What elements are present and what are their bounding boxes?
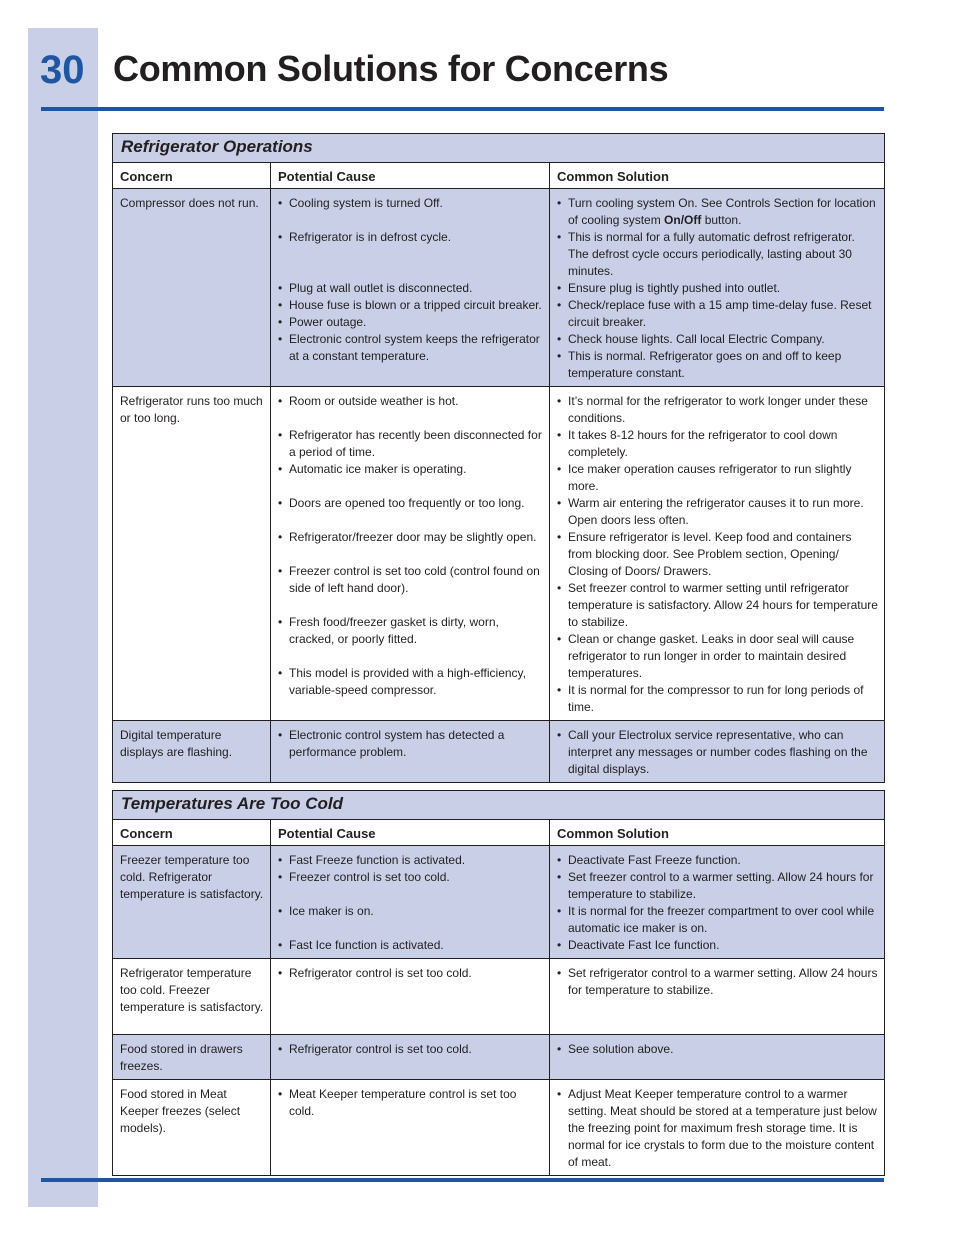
cause-item: • Fast Ice function is activated. <box>277 937 543 954</box>
cause-cell <box>271 189 550 387</box>
solution-item: • Deactivate Fast Ice function. <box>556 937 878 954</box>
cause-item: • Freezer control is set too cold. <box>277 869 543 886</box>
temperatures-too-cold-table <box>112 790 885 1176</box>
cause-item: • Fresh food/freezer gasket is dirty, worn, cracked, or poorly fitted. <box>277 614 543 648</box>
solution-item: • Set freezer control to warmer setting until refrigerator temperature is satisfactory. Allow 24 hours for temperature to stabilize. <box>556 580 878 631</box>
solution-item: • Set refrigerator control to a warmer setting. Allow 24 hours for temperature to stabilize. <box>556 965 878 999</box>
solution-item: • Set freezer control to a warmer setting. Allow 24 hours for temperature to stabilize. <box>556 869 878 903</box>
solution-cell <box>550 721 885 783</box>
concern-cell: Food stored in Meat Keeper freezes (select models). <box>113 1080 271 1176</box>
solution-item: • Check/replace fuse with a 15 amp time-delay fuse. Reset circuit breaker. <box>556 297 878 331</box>
cause-item: • Refrigerator control is set too cold. <box>277 1041 543 1058</box>
cause-item: • House fuse is blown or a tripped circuit breaker. <box>277 297 543 314</box>
concern-cell: Digital temperature displays are flashing. <box>113 721 271 783</box>
cause-item: • Refrigerator control is set too cold. <box>277 965 543 982</box>
cause-cell <box>271 387 550 721</box>
concern-cell: Compressor does not run. <box>113 189 271 387</box>
column-header-concern: Concern <box>113 163 271 189</box>
on-off-label: On/Off <box>664 213 702 227</box>
cause-item: • Cooling system is turned Off. <box>277 195 543 212</box>
cause-item: • Fast Freeze function is activated. <box>277 852 543 869</box>
cause-cell <box>271 1080 550 1176</box>
concern-cell: Refrigerator temperature too cold. Freezer temperature is satisfactory. <box>113 959 271 1035</box>
cause-item: • Plug at wall outlet is disconnected. <box>277 280 543 297</box>
cause-item: • Electronic control system keeps the refrigerator at a constant temperature. <box>277 331 543 365</box>
cause-item: • Doors are opened too frequently or too long. <box>277 495 543 512</box>
solution-item: • See solution above. <box>556 1041 878 1058</box>
column-header-solution: Common Solution <box>550 820 885 846</box>
cause-cell <box>271 721 550 783</box>
refrigerator-operations-table <box>112 133 885 783</box>
table-row <box>113 387 885 721</box>
cause-item: • Meat Keeper temperature control is set too cold. <box>277 1086 543 1120</box>
concern-cell: Refrigerator runs too much or too long. <box>113 387 271 721</box>
solution-item: • Ensure plug is tightly pushed into outlet. <box>556 280 878 297</box>
header-rule <box>41 107 884 111</box>
solution-item: • Ice maker operation causes refrigerator to run slightly more. <box>556 461 878 495</box>
column-header-solution: Common Solution <box>550 163 885 189</box>
cause-item: • Automatic ice maker is operating. <box>277 461 543 478</box>
cause-item: • Refrigerator has recently been disconnected for a period of time. <box>277 427 543 461</box>
solution-cell <box>550 1080 885 1176</box>
solution-item: • Turn cooling system On. See Controls Section for location of cooling system On/Off button. <box>556 195 878 229</box>
solution-item: • Call your Electrolux service representative, who can interpret any messages or number codes flashing on the digital displays. <box>556 727 878 778</box>
solution-item: • It is normal for the freezer compartment to over cool while automatic ice maker is on. <box>556 903 878 937</box>
solution-cell <box>550 959 885 1035</box>
cause-item: • Refrigerator is in defrost cycle. <box>277 229 543 246</box>
cause-cell <box>271 1035 550 1080</box>
solution-item: • It is normal for the compressor to run for long periods of time. <box>556 682 878 716</box>
cause-item: • Electronic control system has detected a performance problem. <box>277 727 543 761</box>
cause-item: • Room or outside weather is hot. <box>277 393 543 410</box>
table-row <box>113 1080 885 1176</box>
cause-item: • Ice maker is on. <box>277 903 543 920</box>
concern-cell: Freezer temperature too cold. Refrigerator temperature is satisfactory. <box>113 846 271 959</box>
column-header-concern: Concern <box>113 820 271 846</box>
table-row <box>113 721 885 783</box>
page-number: 30 <box>40 48 85 92</box>
solution-item: • Warm air entering the refrigerator causes it to run more. Open doors less often. <box>556 495 878 529</box>
page-title: Common Solutions for Concerns <box>113 48 669 89</box>
table-row <box>113 959 885 1035</box>
table-row <box>113 1035 885 1080</box>
solution-cell <box>550 846 885 959</box>
concern-cell: Food stored in drawers freezes. <box>113 1035 271 1080</box>
cause-item: • Power outage. <box>277 314 543 331</box>
solution-cell <box>550 387 885 721</box>
cause-item: • Freezer control is set too cold (control found on side of left hand door). <box>277 563 543 597</box>
column-header-cause: Potential Cause <box>271 820 550 846</box>
solution-item: • Deactivate Fast Freeze function. <box>556 852 878 869</box>
cause-cell <box>271 959 550 1035</box>
cause-cell <box>271 846 550 959</box>
solution-item: • Adjust Meat Keeper temperature control to a warmer setting. Meat should be stored at a temperature just below the freezing point for maximum fresh storage time. It is normal for ice crystals to form due to the moisture content of meat. <box>556 1086 878 1171</box>
column-header-cause: Potential Cause <box>271 163 550 189</box>
section-title: Temperatures Are Too Cold <box>113 791 885 820</box>
solution-item: • This is normal. Refrigerator goes on and off to keep temperature constant. <box>556 348 878 382</box>
solution-item: • Clean or change gasket. Leaks in door seal will cause refrigerator to run longer in order to maintain desired temperatures. <box>556 631 878 682</box>
solution-item: • This is normal for a fully automatic defrost refrigerator. The defrost cycle occurs periodically, lasting about 30 minutes. <box>556 229 878 280</box>
cause-item: • This model is provided with a high-efficiency, variable-speed compressor. <box>277 665 543 699</box>
solution-item: • Check house lights. Call local Electric Company. <box>556 331 878 348</box>
section-title: Refrigerator Operations <box>113 134 885 163</box>
cause-item: • Refrigerator/freezer door may be slightly open. <box>277 529 543 546</box>
solution-item: • Ensure refrigerator is level. Keep food and containers from blocking door. See Problem section, Opening/ Closing of Doors/ Drawers. <box>556 529 878 580</box>
footer-rule <box>41 1178 884 1182</box>
solution-item: • It’s normal for the refrigerator to work longer under these conditions. <box>556 393 878 427</box>
solution-item: • It takes 8-12 hours for the refrigerator to cool down completely. <box>556 427 878 461</box>
table-row <box>113 189 885 387</box>
side-band <box>28 28 98 1207</box>
solution-cell <box>550 1035 885 1080</box>
solution-cell <box>550 189 885 387</box>
table-row <box>113 846 885 959</box>
